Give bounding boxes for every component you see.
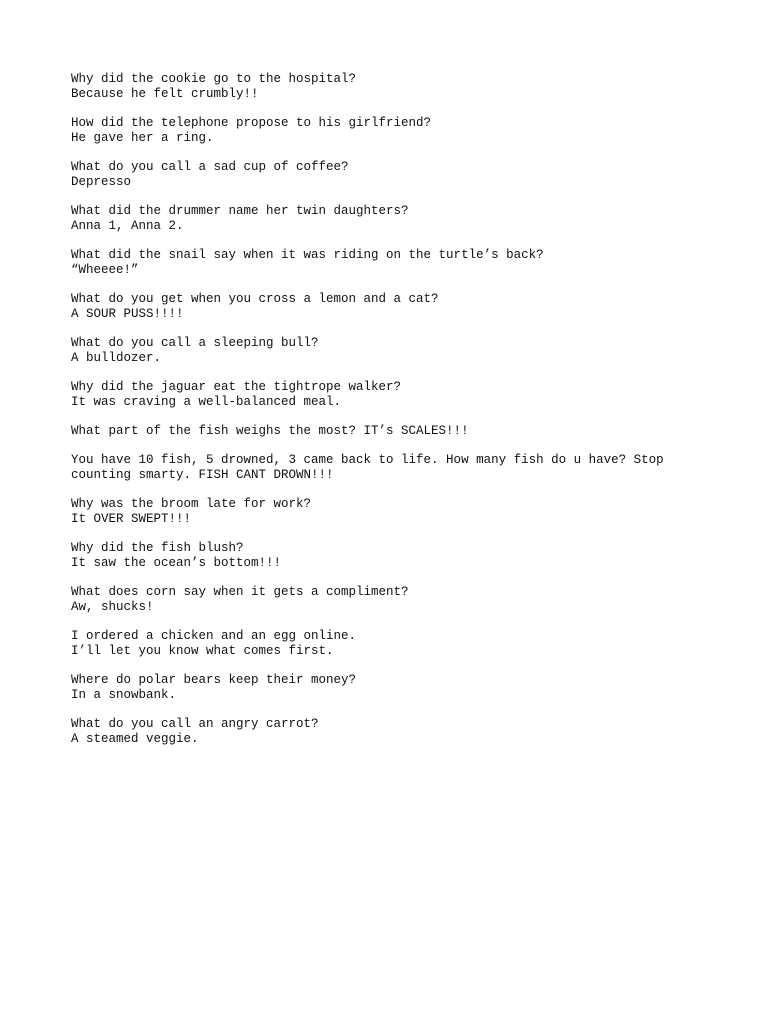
joke-6 — [71, 292, 711, 322]
joke-answer: It OVER SWEPT!!! — [71, 512, 192, 526]
joke-question: I ordered a chicken and an egg online. — [71, 629, 357, 643]
joke-answer: He gave her a ring. — [71, 131, 214, 145]
joke-12 — [71, 541, 711, 571]
joke-answer: Depresso — [71, 175, 132, 189]
joke-9 — [71, 424, 711, 439]
joke-answer: Because he felt crumbly!! — [71, 87, 259, 101]
joke-question: Why did the cookie go to the hospital? — [71, 72, 357, 86]
joke-13 — [71, 585, 711, 615]
joke-line: What part of the fish weighs the most? IT’s SCALES!!! — [71, 424, 469, 438]
joke-question: Why was the broom late for work? — [71, 497, 312, 511]
joke-question: Where do polar bears keep their money? — [71, 673, 357, 687]
joke-question: What do you call an angry carrot? — [71, 717, 319, 731]
joke-11 — [71, 497, 711, 527]
joke-question: Why did the fish blush? — [71, 541, 244, 555]
joke-answer: Aw, shucks! — [71, 600, 154, 614]
joke-answer: I’ll let you know what comes first. — [71, 644, 334, 658]
joke-answer: “Wheeee!” — [71, 263, 139, 277]
joke-2 — [71, 116, 711, 146]
joke-question: How did the telephone propose to his girlfriend? — [71, 116, 432, 130]
joke-question: What do you call a sad cup of coffee? — [71, 160, 349, 174]
joke-answer: A SOUR PUSS!!!! — [71, 307, 184, 321]
joke-4 — [71, 204, 711, 234]
joke-7 — [71, 336, 711, 366]
joke-answer: It was craving a well-balanced meal. — [71, 395, 342, 409]
joke-8 — [71, 380, 711, 410]
joke-answer: A steamed veggie. — [71, 732, 199, 746]
joke-question: What do you call a sleeping bull? — [71, 336, 319, 350]
joke-question: What does corn say when it gets a compliment? — [71, 585, 409, 599]
joke-question: What did the snail say when it was riding on the turtle’s back? — [71, 248, 544, 262]
joke-line: You have 10 fish, 5 drowned, 3 came back to life. How many fish do u have? Stop — [71, 453, 664, 467]
joke-line: counting smarty. FISH CANT DROWN!!! — [71, 468, 334, 482]
joke-5 — [71, 248, 711, 278]
document-page — [71, 72, 711, 761]
joke-answer: In a snowbank. — [71, 688, 177, 702]
joke-question: What do you get when you cross a lemon and a cat? — [71, 292, 439, 306]
joke-question: What did the drummer name her twin daughters? — [71, 204, 409, 218]
joke-10 — [71, 453, 711, 483]
joke-question: Why did the jaguar eat the tightrope walker? — [71, 380, 402, 394]
joke-1 — [71, 72, 711, 102]
joke-15 — [71, 673, 711, 703]
joke-3 — [71, 160, 711, 190]
joke-answer: Anna 1, Anna 2. — [71, 219, 184, 233]
joke-16 — [71, 717, 711, 747]
joke-14 — [71, 629, 711, 659]
joke-answer: It saw the ocean’s bottom!!! — [71, 556, 282, 570]
joke-answer: A bulldozer. — [71, 351, 162, 365]
